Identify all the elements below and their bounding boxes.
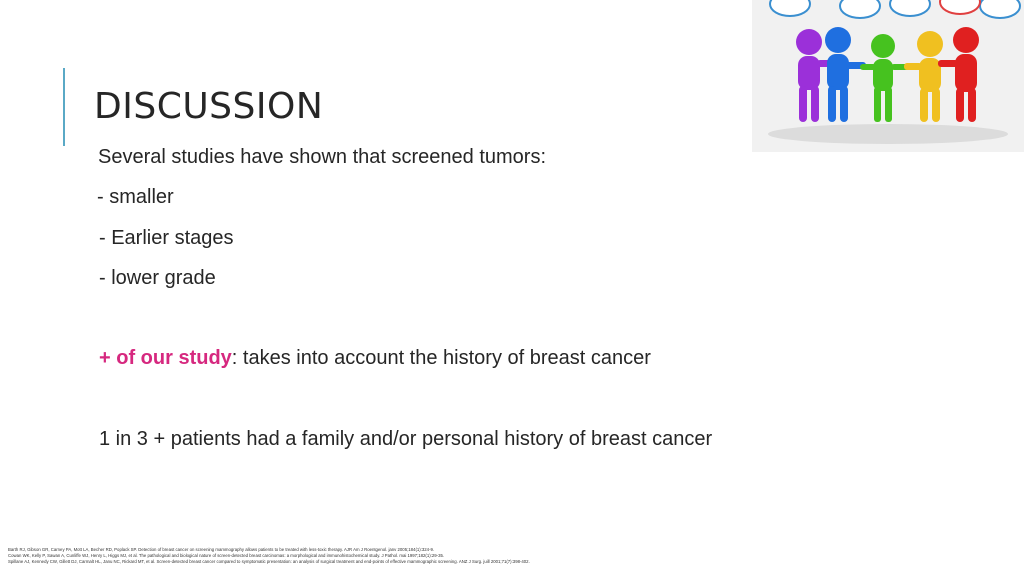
reference-item: Barth RJ, Gibson GR, Carney PA, Mott LA, Becher RD, Poplack SP. Detection of breast cancer on screening mammography allows patients to be treated with less-toxic therapy. AJR Am J Roentgenol. janv 2005;184(1):324-9. bbox=[8, 547, 435, 552]
study-highlight: + of our study bbox=[99, 347, 232, 369]
title-accent-bar bbox=[63, 68, 65, 146]
reference-item: Cowan WK, Kelly P, Sawan A, Cunliffe WJ, Henry L, Higgs MJ, et al. The pathological and biological nature of screen-detected breast carcinomas: a morphological and immunohistochemical study. J Pathol. mai 1997;182(1):29-35. bbox=[8, 553, 445, 558]
study-statement-rest: : takes into account the history of breast cancer bbox=[231, 347, 651, 369]
people-talking-speech-bubbles-icon bbox=[752, 0, 1024, 152]
references bbox=[8, 547, 1008, 565]
slide-title: DISCUSSION bbox=[94, 86, 324, 127]
bullet-lower-grade: - lower grade bbox=[99, 267, 216, 289]
finding-text: 1 in 3 + patients had a family and/or personal history of breast cancer bbox=[99, 428, 713, 450]
reference-item: Spillane AJ, Kennedy CW, Gillett DJ, Carmalt HL, Janu NC, Rickard MT, et al. Screen-detected breast cancer compared to symptomatic presentation: an analysis of surgical treatment and end-points of effective mammographic screening. ANZ J Surg. juill 2001;71(7):398-402. bbox=[8, 559, 530, 564]
bullet-smaller: - smaller bbox=[97, 186, 174, 208]
bullet-earlier-stages: - Earlier stages bbox=[99, 227, 234, 249]
study-statement bbox=[99, 347, 651, 370]
intro-text: Several studies have shown that screened tumors: bbox=[98, 146, 547, 168]
